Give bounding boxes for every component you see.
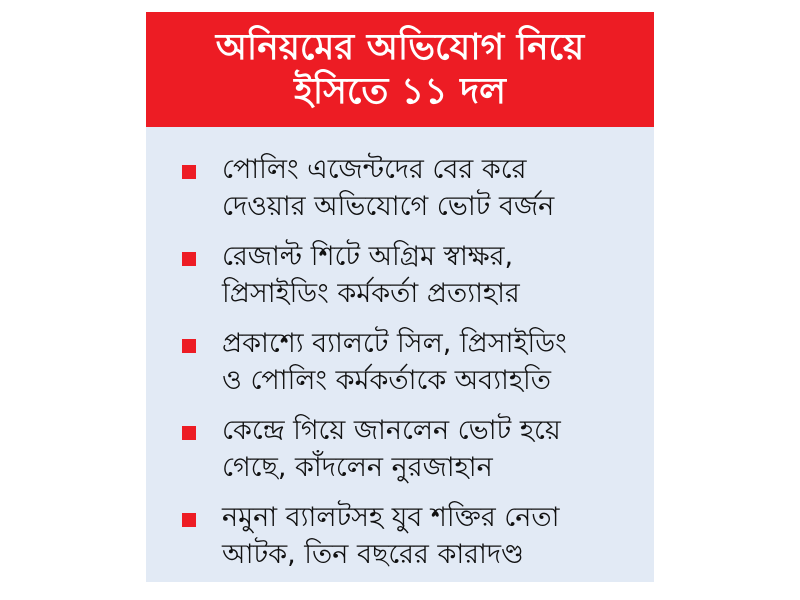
list-item — [146, 325, 654, 399]
square-bullet-icon — [182, 252, 196, 266]
square-bullet-icon — [182, 426, 196, 440]
item-text-line: প্রিসাইডিং কর্মকর্তা প্রত্যাহার — [222, 278, 520, 309]
item-text-line: দেওয়ার অভিযোগে ভোট বর্জন — [222, 191, 555, 222]
headline-banner — [146, 12, 654, 127]
item-text-line: ও পোলিং কর্মকর্তাকে অব্যাহতি — [222, 365, 552, 396]
square-bullet-icon — [182, 339, 196, 353]
headline-line-1: অনিয়মের অভিযোগ নিয়ে — [215, 26, 585, 68]
item-text-line: গেছে, কাঁদলেন নুরজাহান — [222, 452, 493, 483]
list-item — [146, 238, 654, 312]
list-item — [146, 151, 654, 225]
news-summary-box — [146, 12, 654, 582]
item-text-line: কেন্দ্রে গিয়ে জানলেন ভোট হয়ে — [222, 415, 561, 446]
square-bullet-icon — [182, 165, 196, 179]
list-item — [146, 499, 654, 573]
item-text-line: রেজাল্ট শিটে অগ্রিম স্বাক্ষর, — [222, 241, 514, 272]
item-text-line: প্রকাশ্যে ব্যালটে সিল, প্রিসাইডিং — [222, 328, 567, 359]
list-item — [146, 412, 654, 486]
square-bullet-icon — [182, 513, 196, 527]
highlights-list — [146, 127, 654, 573]
item-text-line: পোলিং এজেন্টদের বের করে — [222, 154, 527, 185]
item-text-line: আটক, তিন বছরের কারাদণ্ড — [222, 539, 524, 570]
item-text-line: নমুনা ব্যালটসহ যুব শক্তির নেতা — [222, 502, 560, 533]
headline-line-2: ইসিতে ১১ দল — [294, 70, 506, 112]
